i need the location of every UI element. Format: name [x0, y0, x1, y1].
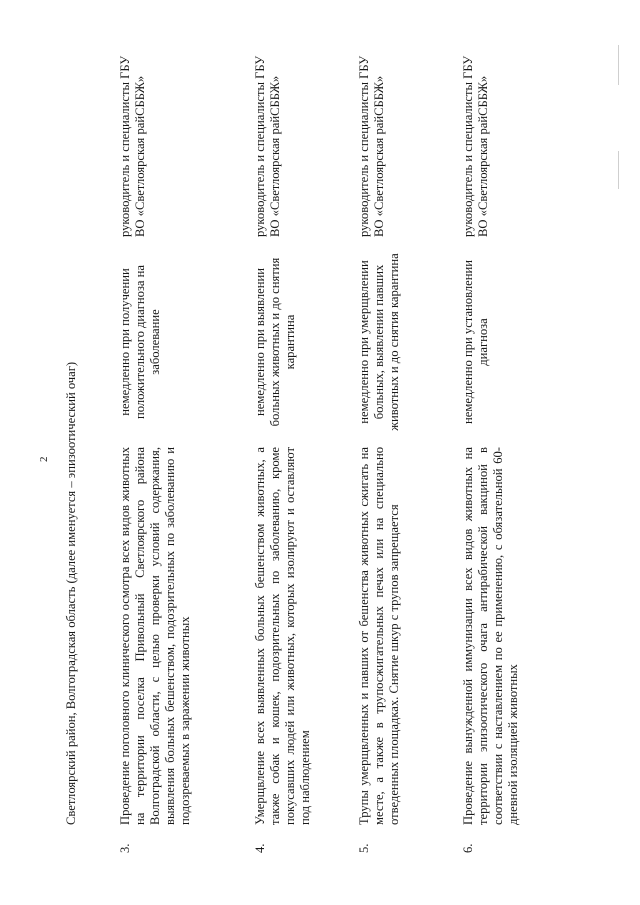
responsible-text: руководитель и специалисты ГБУ ВО «Светлоярская райСББЖ» [357, 55, 386, 237]
row-number: 6. [461, 843, 475, 853]
page-number: 2 [38, 456, 50, 462]
scan-edge-marks [618, 39, 626, 189]
responsible-text: руководитель и специалисты ГБУ ВО «Светлоярская райСББЖ» [118, 55, 147, 237]
row-number: 3. [118, 843, 132, 853]
scan-mark [618, 45, 619, 85]
deadline-text: немедленно при получении положительного диагноза на заболевание [118, 265, 162, 420]
deadline-text: немедленно при умерщвлении больных, выявлении павших животных и до снятия карантина [357, 253, 401, 431]
measure-text: Умерщвление всех выявленных больных бешенством животных, а также собак и кошек, подозрительных по заболеванию, кроме покусавших людей или животных, которых изолируют и оставляют под наблюдением [253, 447, 312, 825]
measure-text: Проведение вынужденной иммунизации всех видов животных на территории эпизоотического очага антирабической вакциной в соответствии с наставлением по ее применению, с обязательной 60-дневной изоляцией животных [461, 447, 520, 825]
measure-text: Трупы умерщвленных и павших от бешенства животных сжигать на месте, а также в трупосжигательных печах или на специально отведенных площадках. Снятие шкур с трупов запрещается [357, 447, 401, 825]
scan-mark [618, 151, 619, 189]
row-number: 4. [253, 843, 267, 853]
row-number: 5. [357, 843, 371, 853]
responsible-text: руководитель и специалисты ГБУ ВО «Светлоярская райСББЖ» [461, 55, 490, 237]
measure-text: Проведение поголовного клинического осмотра всех видов животных на территории поселка Привольный Светлоярского района Волгоградской области, с целью проверки условий содержания, выявления больных бешенством, подозрительных по заболеванию и подозреваемых в заражении животных [118, 447, 192, 825]
deadline-text: немедленно при выявлении больных животных и до снятия карантина [253, 257, 297, 427]
responsible-text: руководитель и специалисты ГБУ ВО «Светлоярская райСББЖ» [253, 55, 282, 237]
intro-text: Светлоярский район, Волгоградская область (далее именуется – эпизоотический очаг) [64, 361, 78, 825]
deadline-text: немедленно при установлении диагноза [461, 260, 490, 424]
